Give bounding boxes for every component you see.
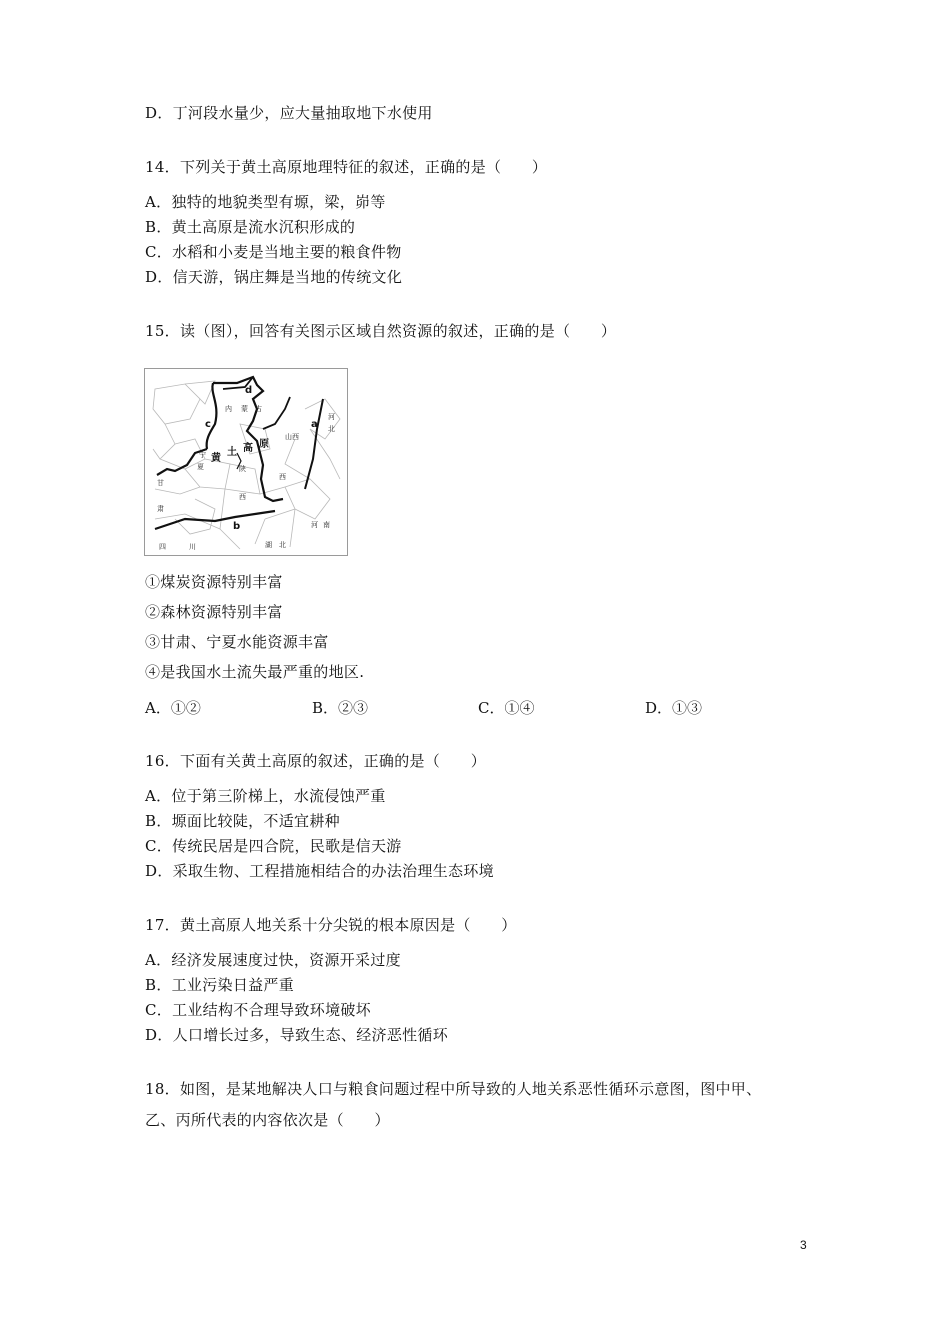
question-13-option-d: D．丁河段水量少，应大量抽取地下水使用 (145, 104, 433, 122)
map-label-tu: 土 (227, 447, 237, 458)
question-16-stem: 16．下面有关黄土高原的叙述，正确的是（ ） (145, 752, 486, 770)
question-15-statement-1: ①煤炭资源特别丰富 (145, 573, 283, 591)
map-label-gu: 古 (255, 405, 262, 413)
map-label-bei1: 北 (328, 425, 335, 433)
map-label-he2: 河 (311, 521, 318, 529)
map-label-chuan: 川 (189, 543, 196, 551)
map-label-huang: 黄 (211, 453, 221, 464)
map-label-xia: 夏 (197, 463, 204, 471)
map-label-nan: 南 (323, 521, 330, 529)
map-label-a: a (311, 419, 318, 430)
map-label-c: c (205, 419, 211, 430)
map-label-shan: 陕 (239, 465, 246, 473)
question-14-option-d: D．信天游，锅庄舞是当地的传统文化 (145, 268, 403, 286)
map-label-bei2: 北 (279, 541, 286, 549)
map-figure (145, 369, 347, 555)
page-number: 3 (800, 1238, 807, 1252)
question-15-option-a: A．①② (145, 699, 201, 717)
map-label-xi2: 西 (279, 473, 286, 481)
map-label-ning: 宁 (199, 451, 206, 459)
question-18-stem-line2: 乙、丙所代表的内容依次是（ ） (145, 1111, 390, 1129)
question-17-stem: 17．黄土高原人地关系十分尖锐的根本原因是（ ） (145, 916, 517, 934)
loess-plateau-map (144, 368, 348, 556)
question-17-option-b: B．工业污染日益严重 (145, 976, 295, 994)
question-16-option-d: D．采取生物、工程措施相结合的办法治理生态环境 (145, 862, 494, 880)
map-label-d: d (245, 385, 253, 396)
question-15-option-c: C．①④ (478, 699, 535, 717)
question-17-option-d: D．人口增长过多，导致生态、经济恶性循环 (145, 1026, 449, 1044)
map-label-si: 四 (159, 543, 166, 551)
question-14-stem: 14．下列关于黄土高原地理特征的叙述，正确的是（ ） (145, 158, 548, 176)
question-17-option-a: A．经济发展速度过快，资源开采过度 (145, 951, 401, 969)
map-label-xi: 西 (239, 493, 246, 501)
map-label-b: b (233, 521, 241, 532)
question-15-option-b: B．②③ (312, 699, 369, 717)
question-18-stem-line1: 18．如图，是某地解决人口与粮食问题过程中所导致的人地关系恶性循环示意图，图中甲、 (145, 1080, 762, 1098)
map-label-shanxi: 山西 (285, 433, 299, 441)
question-15-statement-3: ③甘肃、宁夏水能资源丰富 (145, 633, 329, 651)
question-16-option-c: C．传统民居是四合院，民歌是信天游 (145, 837, 402, 855)
map-label-nei: 内 (225, 405, 232, 413)
map-label-gao: 高 (243, 443, 253, 454)
map-label-gan: 甘 (157, 479, 164, 487)
question-15-statement-2: ②森林资源特别丰富 (145, 603, 283, 621)
question-14-option-c: C．水稻和小麦是当地主要的粮食件物 (145, 243, 402, 261)
question-15-option-d: D．①③ (645, 699, 703, 717)
map-label-hu: 湖 (265, 541, 272, 549)
question-16-option-a: A．位于第三阶梯上，水流侵蚀严重 (145, 787, 386, 805)
question-14-option-a: A．独特的地貌类型有塬，梁，峁等 (145, 193, 386, 211)
map-label-su: 肃 (157, 505, 164, 513)
question-14-option-b: B．黄土高原是流水沉积形成的 (145, 218, 356, 236)
map-label-he1: 河 (328, 413, 335, 421)
map-label-yuan: 原 (259, 439, 269, 450)
question-16-option-b: B．塬面比较陡，不适宜耕种 (145, 812, 340, 830)
question-15-statement-4: ④是我国水土流失最严重的地区. (145, 663, 365, 681)
map-label-meng: 蒙 (241, 405, 248, 413)
question-17-option-c: C．工业结构不合理导致环境破坏 (145, 1001, 371, 1019)
question-15-stem: 15．读（图），回答有关图示区域自然资源的叙述，正确的是（ ） (145, 322, 617, 340)
